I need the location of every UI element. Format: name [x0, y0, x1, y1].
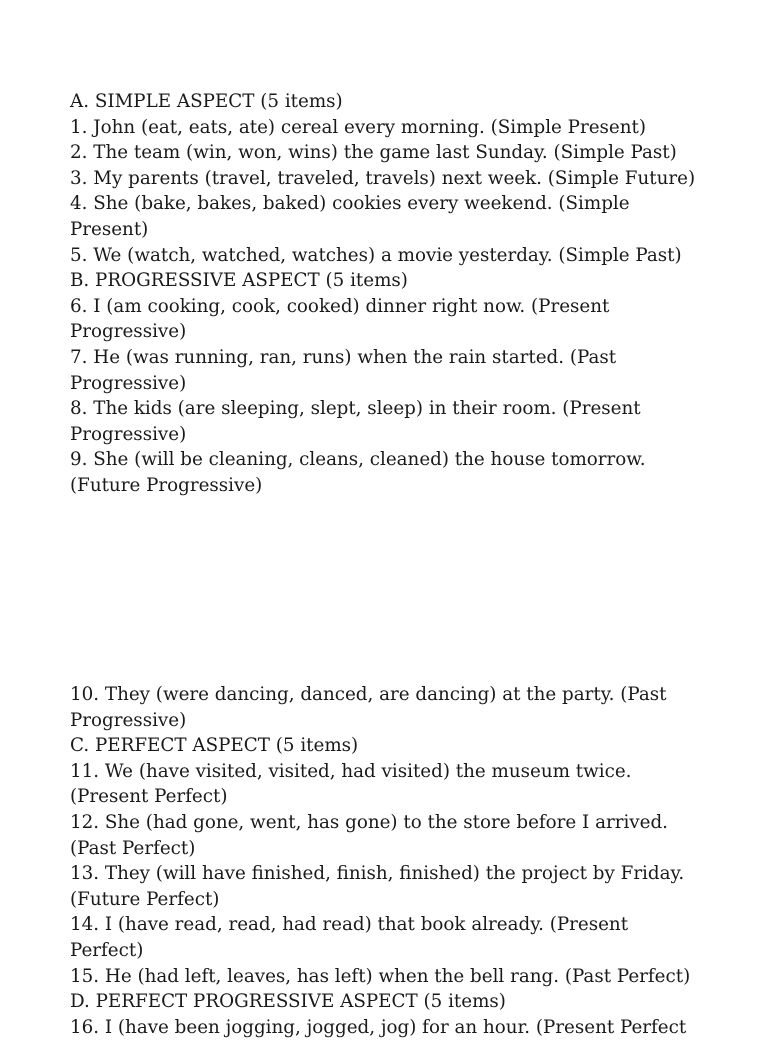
page-text-block-bottom: [70, 682, 710, 1040]
exercise-line: Perfect): [70, 939, 144, 961]
exercise-line: 12. She (had gone, went, has gone) to the store before I arrived.: [70, 811, 668, 833]
exercise-line: 4. She (bake, bakes, baked) cookies every weekend. (Simple: [70, 193, 630, 215]
exercise-line: Progressive): [70, 709, 187, 731]
section-heading: C. PERFECT ASPECT (5 items): [70, 735, 359, 757]
exercise-line: Progressive): [70, 372, 187, 394]
exercise-line: 6. I (am cooking, cook, cooked) dinner right now. (Present: [70, 295, 610, 317]
exercise-line: 5. We (watch, watched, watches) a movie yesterday. (Simple Past): [70, 244, 682, 266]
exercise-line: Present): [70, 218, 149, 240]
exercise-line: 14. I (have read, read, had read) that book already. (Present: [70, 914, 629, 936]
exercise-line: (Future Progressive): [70, 474, 263, 496]
section-heading: A. SIMPLE ASPECT (5 items): [70, 91, 343, 112]
exercise-line: (Present Perfect): [70, 786, 228, 808]
exercise-line: 8. The kids (are sleeping, slept, sleep) in their room. (Present: [70, 398, 641, 420]
exercise-line: 13. They (will have finished, finish, finished) the project by Friday.: [70, 863, 685, 885]
exercise-line: Progressive): [70, 321, 187, 343]
exercise-line: (Past Perfect): [70, 837, 196, 859]
exercise-line: Progressive): [70, 423, 187, 445]
exercise-line: 1. John (eat, eats, ate) cereal every morning. (Simple Present): [70, 116, 646, 138]
exercise-line: 7. He (was running, ran, runs) when the rain started. (Past: [70, 346, 617, 368]
section-heading: D. PERFECT PROGRESSIVE ASPECT (5 items): [70, 991, 506, 1013]
exercise-line: (Future Perfect): [70, 888, 220, 910]
exercise-line: 2. The team (win, won, wins) the game last Sunday. (Simple Past): [70, 142, 677, 164]
page-text-block-top: [70, 89, 710, 499]
exercise-line: 3. My parents (travel, traveled, travels) next week. (Simple Future): [70, 167, 696, 189]
exercise-line: 9. She (will be cleaning, cleans, cleaned) the house tomorrow.: [70, 449, 646, 471]
exercise-line: 11. We (have visited, visited, had visited) the museum twice.: [70, 760, 632, 782]
exercise-line: 16. I (have been jogging, jogged, jog) for an hour. (Present Perfect: [70, 1016, 687, 1038]
section-heading: B. PROGRESSIVE ASPECT (5 items): [70, 270, 408, 292]
exercise-line: 10. They (were dancing, danced, are dancing) at the party. (Past: [70, 684, 667, 705]
exercise-line: 15. He (had left, leaves, has left) when the bell rang. (Past Perfect): [70, 965, 691, 987]
